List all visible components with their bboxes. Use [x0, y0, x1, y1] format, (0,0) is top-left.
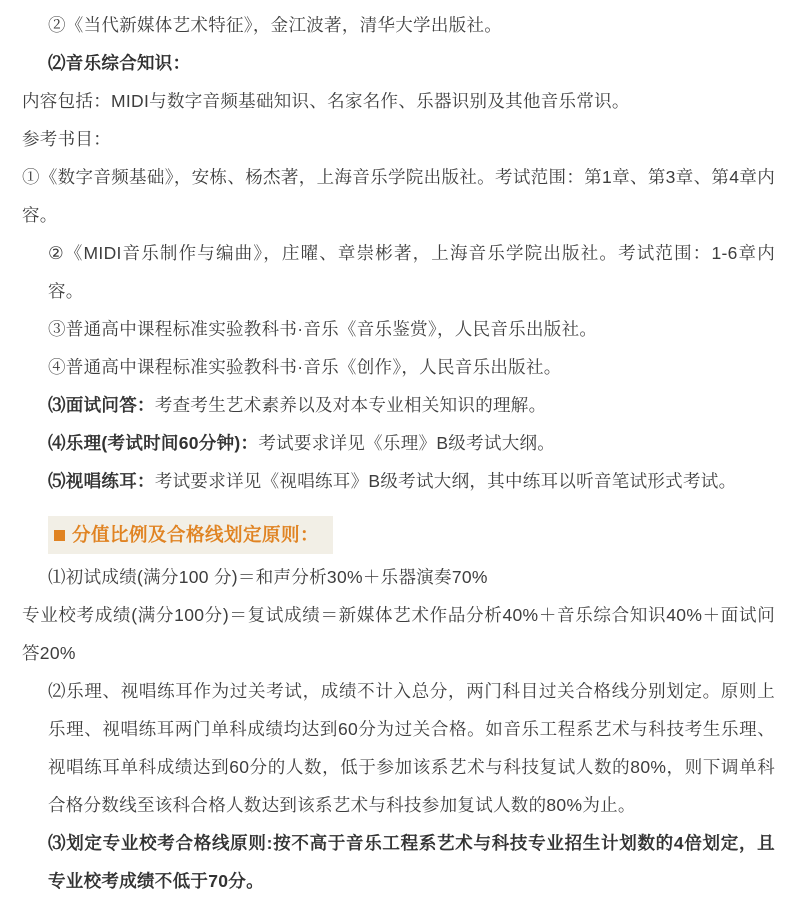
paragraph-music-theory [22, 424, 775, 462]
paragraph-content-includes: 内容包括：MIDI与数字音频基础知识、名家名作、乐器识别及其他音乐常识。 [22, 91, 630, 111]
text-interview-qa: 考查考生艺术素养以及对本专业相关知识的理解。 [154, 395, 547, 415]
paragraph-first-round-score: ⑴初试成绩(满分100 分)＝和声分析30%＋乐器演奏70% [48, 567, 488, 587]
section-heading-score-ratio [22, 516, 775, 554]
paragraph-reference-appreciation: ③普通高中课程标准实验教科书·音乐《音乐鉴赏》，人民音乐出版社。 [48, 319, 598, 339]
text-solfeggio: 考试要求详见《视唱练耳》B级考试大纲，其中练耳以听音笔试形式考试。 [154, 471, 737, 491]
section-heading-box [48, 516, 333, 554]
label-interview-qa: ⑶面试问答： [48, 395, 155, 415]
label-music-theory: ⑷乐理(考试时间60分钟)： [48, 433, 259, 453]
text-qualifying-line-principle: 按不高于音乐工程系艺术与科技专业招生计划数的4倍划定，且专业校考成绩不低于70分。 [48, 833, 775, 891]
paragraph-major-exam-score: 专业校考成绩(满分100分)＝复试成绩＝新媒体艺术作品分析40%＋音乐综合知识40%＋面试问答20% [22, 605, 775, 663]
paragraph-reference-midi: ②《MIDI音乐制作与编曲》，庄曜、章崇彬著，上海音乐学院出版社。考试范围：1-6章内容。 [48, 243, 775, 301]
paragraph-pass-line-rule: ⑵乐理、视唱练耳作为过关考试，成绩不计入总分，两门科目过关合格线分别划定。原则上乐理、视唱练耳两门单科成绩均达到60分为过关合格。如音乐工程系艺术与科技考生乐理、视唱练耳单科成绩达到60分的人数，低于参加该系艺术与科技复试人数的80%，则下调单科合格分数线至该科合格人数达到该系艺术与科技参加复试人数的80%为止。 [48, 681, 775, 815]
paragraph-reference-2: ②《当代新媒体艺术特征》，金江波著，清华大学出版社。 [48, 15, 503, 35]
paragraph-interview-qa [22, 386, 775, 424]
paragraph-qualifying-line-principle [22, 824, 775, 900]
label-qualifying-line-principle: ⑶划定专业校考合格线原则: [48, 833, 273, 853]
paragraph-reference-list-label: 参考书目： [22, 129, 111, 149]
paragraph-reference-1: ①《数字音频基础》，安栋、杨杰著，上海音乐学院出版社。考试范围：第1章、第3章、第4章内容。 [22, 167, 775, 225]
label-solfeggio: ⑸视唱练耳： [48, 471, 155, 491]
paragraph-solfeggio [22, 462, 775, 500]
text-music-theory: 考试要求详见《乐理》B级考试大纲。 [258, 433, 556, 453]
paragraph-subsection-music-knowledge: ⑵音乐综合知识： [48, 53, 191, 73]
section-heading-text: 分值比例及合格线划定原则： [72, 524, 320, 545]
square-bullet-icon [54, 530, 65, 541]
paragraph-reference-composition: ④普通高中课程标准实验教科书·音乐《创作》，人民音乐出版社。 [48, 357, 562, 377]
